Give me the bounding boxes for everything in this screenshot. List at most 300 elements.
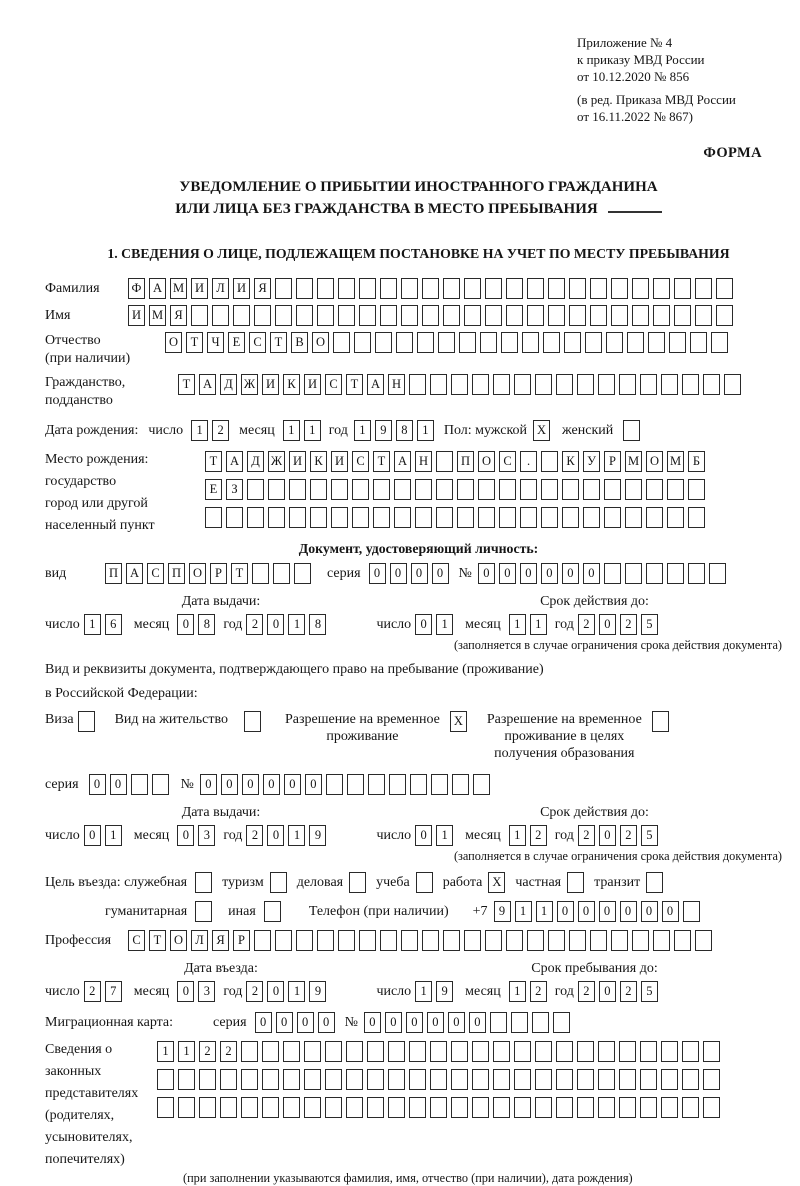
purpose-work-checkbox[interactable]: [488, 872, 505, 893]
char-box[interactable]: [682, 374, 699, 395]
char-box[interactable]: [436, 451, 453, 472]
char-box[interactable]: [226, 507, 243, 528]
char-box[interactable]: О: [312, 332, 329, 353]
char-box[interactable]: [499, 479, 516, 500]
residence-permit-checkbox[interactable]: [244, 711, 261, 732]
stay-month-boxes[interactable]: [509, 981, 547, 1002]
char-box[interactable]: О: [170, 930, 187, 951]
char-box[interactable]: Р: [604, 451, 621, 472]
char-box[interactable]: [472, 1097, 489, 1118]
char-box[interactable]: [380, 930, 397, 951]
char-box[interactable]: [511, 1012, 528, 1033]
char-box[interactable]: [640, 1069, 657, 1090]
char-box[interactable]: [661, 1097, 678, 1118]
char-box[interactable]: [569, 930, 586, 951]
char-box[interactable]: [604, 563, 621, 584]
char-box[interactable]: [522, 332, 539, 353]
birthplace-row3-boxes[interactable]: [205, 507, 705, 528]
char-box[interactable]: [577, 374, 594, 395]
char-box[interactable]: И: [191, 278, 208, 299]
id-issue-day-boxes[interactable]: [84, 614, 122, 635]
char-box[interactable]: [331, 507, 348, 528]
char-box[interactable]: [401, 305, 418, 326]
char-box[interactable]: [724, 374, 741, 395]
char-box[interactable]: 0: [520, 563, 537, 584]
entry-year-boxes[interactable]: [246, 981, 326, 1002]
char-box[interactable]: И: [304, 374, 321, 395]
char-box[interactable]: [373, 507, 390, 528]
char-box[interactable]: [646, 507, 663, 528]
char-box[interactable]: [270, 872, 287, 893]
char-box[interactable]: С: [147, 563, 164, 584]
char-box[interactable]: [473, 774, 490, 795]
migration-number-boxes[interactable]: [364, 1012, 570, 1033]
permit-valid-day-boxes[interactable]: [415, 825, 453, 846]
char-box[interactable]: [703, 1069, 720, 1090]
char-box[interactable]: [304, 1097, 321, 1118]
char-box[interactable]: [583, 507, 600, 528]
char-box[interactable]: [611, 305, 628, 326]
char-box[interactable]: [527, 930, 544, 951]
char-box[interactable]: [569, 305, 586, 326]
char-box[interactable]: К: [310, 451, 327, 472]
permit-number-boxes[interactable]: [200, 774, 490, 795]
char-box[interactable]: [191, 305, 208, 326]
id-valid-day-boxes[interactable]: [415, 614, 453, 635]
char-box[interactable]: 0: [478, 563, 495, 584]
char-box[interactable]: [623, 420, 640, 441]
id-number-boxes[interactable]: [478, 563, 726, 584]
char-box[interactable]: М: [170, 278, 187, 299]
char-box[interactable]: 1: [283, 420, 300, 441]
char-box[interactable]: С: [499, 451, 516, 472]
char-box[interactable]: [373, 479, 390, 500]
representatives-row2-boxes[interactable]: [157, 1069, 720, 1090]
char-box[interactable]: 5: [641, 614, 658, 635]
char-box[interactable]: [527, 305, 544, 326]
char-box[interactable]: 5: [641, 825, 658, 846]
char-box[interactable]: [567, 872, 584, 893]
char-box[interactable]: 1: [509, 614, 526, 635]
char-box[interactable]: К: [283, 374, 300, 395]
char-box[interactable]: [394, 507, 411, 528]
char-box[interactable]: X: [533, 420, 550, 441]
char-box[interactable]: 0: [267, 825, 284, 846]
char-box[interactable]: [611, 278, 628, 299]
char-box[interactable]: 2: [199, 1041, 216, 1062]
char-box[interactable]: 2: [246, 825, 263, 846]
char-box[interactable]: [619, 1069, 636, 1090]
purpose-other-checkbox[interactable]: [264, 901, 281, 922]
char-box[interactable]: [646, 872, 663, 893]
char-box[interactable]: [199, 1097, 216, 1118]
char-box[interactable]: 0: [255, 1012, 272, 1033]
char-box[interactable]: [577, 1097, 594, 1118]
char-box[interactable]: [493, 1069, 510, 1090]
char-box[interactable]: [195, 901, 212, 922]
permit-series-boxes[interactable]: [89, 774, 169, 795]
char-box[interactable]: [464, 278, 481, 299]
char-box[interactable]: [493, 374, 510, 395]
char-box[interactable]: 0: [411, 563, 428, 584]
char-box[interactable]: [451, 1069, 468, 1090]
char-box[interactable]: 0: [662, 901, 679, 922]
char-box[interactable]: И: [289, 451, 306, 472]
char-box[interactable]: [254, 305, 271, 326]
char-box[interactable]: [396, 332, 413, 353]
char-box[interactable]: [716, 305, 733, 326]
char-box[interactable]: 2: [212, 420, 229, 441]
char-box[interactable]: Ж: [268, 451, 285, 472]
char-box[interactable]: [275, 278, 292, 299]
char-box[interactable]: 0: [263, 774, 280, 795]
char-box[interactable]: 0: [406, 1012, 423, 1033]
char-box[interactable]: 1: [304, 420, 321, 441]
char-box[interactable]: [695, 930, 712, 951]
char-box[interactable]: Ж: [241, 374, 258, 395]
char-box[interactable]: [241, 1041, 258, 1062]
char-box[interactable]: [78, 711, 95, 732]
char-box[interactable]: [520, 507, 537, 528]
char-box[interactable]: Р: [233, 930, 250, 951]
char-box[interactable]: 1: [417, 420, 434, 441]
char-box[interactable]: [648, 332, 665, 353]
char-box[interactable]: [606, 332, 623, 353]
char-box[interactable]: 1: [84, 614, 101, 635]
char-box[interactable]: [388, 1041, 405, 1062]
char-box[interactable]: Т: [178, 374, 195, 395]
phone-boxes[interactable]: [494, 901, 700, 922]
char-box[interactable]: [325, 1097, 342, 1118]
char-box[interactable]: [640, 1097, 657, 1118]
char-box[interactable]: [380, 305, 397, 326]
char-box[interactable]: [422, 278, 439, 299]
char-box[interactable]: 0: [557, 901, 574, 922]
char-box[interactable]: [667, 563, 684, 584]
char-box[interactable]: Т: [373, 451, 390, 472]
char-box[interactable]: [564, 332, 581, 353]
char-box[interactable]: [268, 479, 285, 500]
char-box[interactable]: [535, 1041, 552, 1062]
char-box[interactable]: 8: [198, 614, 215, 635]
char-box[interactable]: А: [199, 374, 216, 395]
stay-day-boxes[interactable]: [415, 981, 453, 1002]
purpose-official-checkbox[interactable]: [195, 872, 212, 893]
char-box[interactable]: Т: [205, 451, 222, 472]
char-box[interactable]: 0: [415, 614, 432, 635]
char-box[interactable]: [598, 374, 615, 395]
char-box[interactable]: [653, 305, 670, 326]
purpose-business-checkbox[interactable]: [349, 872, 366, 893]
char-box[interactable]: [506, 305, 523, 326]
char-box[interactable]: [409, 1041, 426, 1062]
char-box[interactable]: [199, 1069, 216, 1090]
char-box[interactable]: [304, 1041, 321, 1062]
char-box[interactable]: Ч: [207, 332, 224, 353]
char-box[interactable]: 0: [599, 981, 616, 1002]
char-box[interactable]: 0: [448, 1012, 465, 1033]
char-box[interactable]: [506, 278, 523, 299]
char-box[interactable]: 0: [599, 825, 616, 846]
char-box[interactable]: 0: [415, 825, 432, 846]
char-box[interactable]: [472, 1069, 489, 1090]
char-box[interactable]: [493, 1041, 510, 1062]
char-box[interactable]: [556, 1097, 573, 1118]
char-box[interactable]: О: [646, 451, 663, 472]
char-box[interactable]: [556, 374, 573, 395]
char-box[interactable]: [703, 1097, 720, 1118]
char-box[interactable]: 1: [354, 420, 371, 441]
char-box[interactable]: [338, 278, 355, 299]
char-box[interactable]: [346, 1041, 363, 1062]
id-valid-year-boxes[interactable]: [578, 614, 658, 635]
char-box[interactable]: [716, 278, 733, 299]
char-box[interactable]: [653, 930, 670, 951]
doc-type-boxes[interactable]: [105, 563, 311, 584]
char-box[interactable]: [598, 1097, 615, 1118]
char-box[interactable]: [577, 1069, 594, 1090]
char-box[interactable]: 0: [562, 563, 579, 584]
char-box[interactable]: 0: [305, 774, 322, 795]
char-box[interactable]: [310, 507, 327, 528]
char-box[interactable]: [632, 305, 649, 326]
char-box[interactable]: [409, 1097, 426, 1118]
char-box[interactable]: 2: [530, 825, 547, 846]
char-box[interactable]: И: [128, 305, 145, 326]
char-box[interactable]: [349, 872, 366, 893]
char-box[interactable]: 1: [415, 981, 432, 1002]
char-box[interactable]: [682, 1097, 699, 1118]
temp-residence-checkbox[interactable]: [450, 711, 467, 732]
char-box[interactable]: 1: [436, 614, 453, 635]
char-box[interactable]: [632, 278, 649, 299]
char-box[interactable]: [283, 1069, 300, 1090]
char-box[interactable]: [541, 451, 558, 472]
char-box[interactable]: 1: [288, 614, 305, 635]
char-box[interactable]: 0: [177, 825, 194, 846]
char-box[interactable]: 1: [191, 420, 208, 441]
char-box[interactable]: 5: [641, 981, 658, 1002]
patronymic-boxes[interactable]: [165, 332, 728, 353]
char-box[interactable]: [590, 278, 607, 299]
id-valid-month-boxes[interactable]: [509, 614, 547, 635]
char-box[interactable]: [598, 1041, 615, 1062]
char-box[interactable]: [157, 1097, 174, 1118]
purpose-tourism-checkbox[interactable]: [270, 872, 287, 893]
char-box[interactable]: С: [325, 374, 342, 395]
char-box[interactable]: [275, 930, 292, 951]
char-box[interactable]: [711, 332, 728, 353]
char-box[interactable]: X: [488, 872, 505, 893]
char-box[interactable]: Я: [212, 930, 229, 951]
char-box[interactable]: [401, 278, 418, 299]
char-box[interactable]: 1: [288, 981, 305, 1002]
char-box[interactable]: Л: [191, 930, 208, 951]
char-box[interactable]: [352, 479, 369, 500]
char-box[interactable]: [548, 930, 565, 951]
char-box[interactable]: [646, 563, 663, 584]
char-box[interactable]: [410, 774, 427, 795]
birth-day-boxes[interactable]: [191, 420, 229, 441]
char-box[interactable]: Я: [170, 305, 187, 326]
char-box[interactable]: 0: [390, 563, 407, 584]
char-box[interactable]: [501, 332, 518, 353]
char-box[interactable]: 0: [599, 901, 616, 922]
char-box[interactable]: [598, 1069, 615, 1090]
char-box[interactable]: Т: [270, 332, 287, 353]
char-box[interactable]: А: [367, 374, 384, 395]
char-box[interactable]: [464, 930, 481, 951]
char-box[interactable]: 0: [177, 981, 194, 1002]
char-box[interactable]: [178, 1097, 195, 1118]
char-box[interactable]: [548, 305, 565, 326]
char-box[interactable]: [157, 1069, 174, 1090]
char-box[interactable]: [709, 563, 726, 584]
char-box[interactable]: [543, 332, 560, 353]
char-box[interactable]: [604, 507, 621, 528]
char-box[interactable]: [562, 479, 579, 500]
char-box[interactable]: 1: [157, 1041, 174, 1062]
char-box[interactable]: 1: [436, 825, 453, 846]
char-box[interactable]: 0: [276, 1012, 293, 1033]
char-box[interactable]: [541, 479, 558, 500]
char-box[interactable]: [375, 332, 392, 353]
char-box[interactable]: 6: [105, 614, 122, 635]
char-box[interactable]: А: [149, 278, 166, 299]
representatives-row3-boxes[interactable]: [157, 1097, 720, 1118]
char-box[interactable]: [661, 374, 678, 395]
char-box[interactable]: А: [226, 451, 243, 472]
char-box[interactable]: [233, 305, 250, 326]
char-box[interactable]: 2: [530, 981, 547, 1002]
char-box[interactable]: 0: [110, 774, 127, 795]
id-issue-month-boxes[interactable]: [177, 614, 215, 635]
char-box[interactable]: 0: [432, 563, 449, 584]
char-box[interactable]: [430, 1097, 447, 1118]
id-issue-year-boxes[interactable]: [246, 614, 326, 635]
char-box[interactable]: [264, 901, 281, 922]
char-box[interactable]: [389, 774, 406, 795]
char-box[interactable]: С: [249, 332, 266, 353]
char-box[interactable]: [640, 1041, 657, 1062]
char-box[interactable]: [619, 1097, 636, 1118]
char-box[interactable]: [254, 930, 271, 951]
char-box[interactable]: А: [394, 451, 411, 472]
visa-checkbox[interactable]: [78, 711, 95, 732]
char-box[interactable]: [241, 1097, 258, 1118]
char-box[interactable]: [262, 1069, 279, 1090]
char-box[interactable]: 2: [578, 981, 595, 1002]
char-box[interactable]: .: [520, 451, 537, 472]
char-box[interactable]: [417, 332, 434, 353]
char-box[interactable]: [438, 332, 455, 353]
char-box[interactable]: [304, 1069, 321, 1090]
sex-female-checkbox[interactable]: [623, 420, 640, 441]
char-box[interactable]: У: [583, 451, 600, 472]
entry-month-boxes[interactable]: [177, 981, 215, 1002]
char-box[interactable]: С: [352, 451, 369, 472]
char-box[interactable]: К: [562, 451, 579, 472]
char-box[interactable]: Т: [231, 563, 248, 584]
char-box[interactable]: [409, 374, 426, 395]
char-box[interactable]: [430, 374, 447, 395]
char-box[interactable]: [661, 1069, 678, 1090]
char-box[interactable]: [195, 872, 212, 893]
char-box[interactable]: 1: [530, 614, 547, 635]
char-box[interactable]: 0: [242, 774, 259, 795]
profession-boxes[interactable]: [128, 930, 712, 951]
char-box[interactable]: [452, 774, 469, 795]
char-box[interactable]: И: [331, 451, 348, 472]
char-box[interactable]: [541, 507, 558, 528]
char-box[interactable]: [296, 305, 313, 326]
char-box[interactable]: [577, 1041, 594, 1062]
char-box[interactable]: 0: [641, 901, 658, 922]
char-box[interactable]: [262, 1041, 279, 1062]
char-box[interactable]: [178, 1069, 195, 1090]
char-box[interactable]: [703, 374, 720, 395]
char-box[interactable]: Я: [254, 278, 271, 299]
char-box[interactable]: [480, 332, 497, 353]
char-box[interactable]: [205, 507, 222, 528]
char-box[interactable]: [625, 479, 642, 500]
char-box[interactable]: [296, 930, 313, 951]
permit-issue-year-boxes[interactable]: [246, 825, 326, 846]
char-box[interactable]: [590, 305, 607, 326]
char-box[interactable]: [514, 1097, 531, 1118]
stay-year-boxes[interactable]: [578, 981, 658, 1002]
char-box[interactable]: [478, 479, 495, 500]
char-box[interactable]: [674, 930, 691, 951]
char-box[interactable]: [527, 278, 544, 299]
char-box[interactable]: [683, 901, 700, 922]
char-box[interactable]: 9: [494, 901, 511, 922]
char-box[interactable]: [367, 1097, 384, 1118]
char-box[interactable]: М: [667, 451, 684, 472]
char-box[interactable]: [688, 479, 705, 500]
char-box[interactable]: Н: [415, 451, 432, 472]
char-box[interactable]: [262, 1097, 279, 1118]
char-box[interactable]: [485, 305, 502, 326]
char-box[interactable]: [252, 563, 269, 584]
char-box[interactable]: 2: [620, 981, 637, 1002]
char-box[interactable]: 8: [309, 614, 326, 635]
char-box[interactable]: [152, 774, 169, 795]
char-box[interactable]: [514, 1069, 531, 1090]
char-box[interactable]: [535, 374, 552, 395]
char-box[interactable]: [569, 278, 586, 299]
char-box[interactable]: О: [478, 451, 495, 472]
birth-year-boxes[interactable]: [354, 420, 434, 441]
char-box[interactable]: О: [165, 332, 182, 353]
char-box[interactable]: [604, 479, 621, 500]
char-box[interactable]: [422, 305, 439, 326]
permit-issue-month-boxes[interactable]: [177, 825, 215, 846]
char-box[interactable]: 0: [620, 901, 637, 922]
char-box[interactable]: [416, 872, 433, 893]
char-box[interactable]: Т: [149, 930, 166, 951]
char-box[interactable]: Е: [205, 479, 222, 500]
char-box[interactable]: [674, 305, 691, 326]
char-box[interactable]: [535, 1069, 552, 1090]
char-box[interactable]: 9: [309, 825, 326, 846]
char-box[interactable]: [611, 930, 628, 951]
char-box[interactable]: [131, 774, 148, 795]
char-box[interactable]: [661, 1041, 678, 1062]
char-box[interactable]: [338, 305, 355, 326]
char-box[interactable]: 0: [599, 614, 616, 635]
char-box[interactable]: [514, 1041, 531, 1062]
